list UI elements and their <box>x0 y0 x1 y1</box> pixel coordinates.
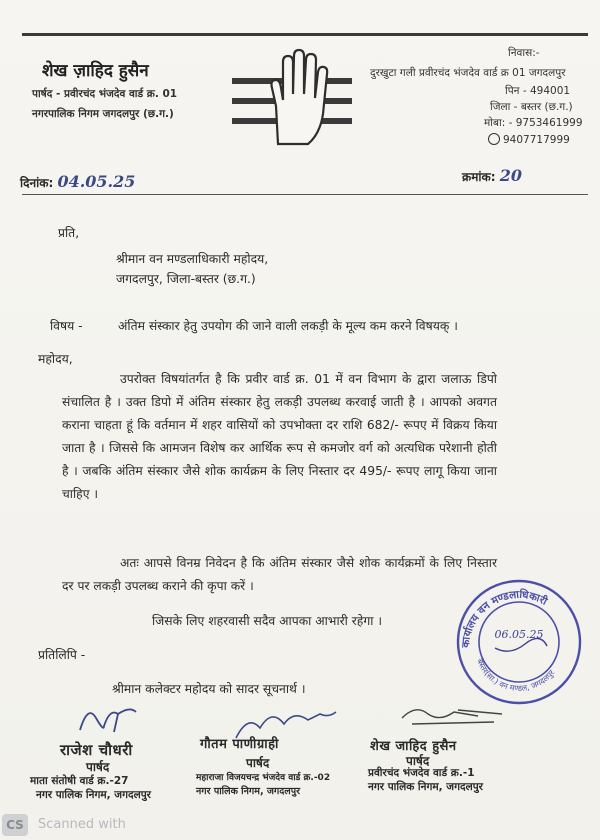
hand-icon <box>232 48 352 148</box>
whatsapp-icon <box>488 133 500 145</box>
date-value: 04.05.25 <box>57 172 136 191</box>
letterhead-designation: पार्षद - प्रवीरचंद भंजदेव वार्ड क्र. 01 <box>32 88 178 100</box>
address-label: निवास:- <box>508 47 540 59</box>
salutation: महोदय, <box>38 352 73 366</box>
signature-3-title: पार्षद <box>406 754 430 768</box>
date-label: दिनांक: <box>20 176 54 190</box>
copy-recipient: श्रीमान कलेक्टर महोदय को सादर सूचनार्थ । <box>112 682 306 696</box>
address-line-1: दुरखुटा गली प्रवीरचंद भंजदेव वार्ड क्र 01 जगदलपुर <box>370 67 566 79</box>
signature-2-municipality: नगर पालिक निगम, जगदलपुर <box>196 786 301 797</box>
signature-2-title: पार्षद <box>246 756 270 770</box>
signature-3-ward: प्रवीरचंद भंजदेव वार्ड क्र.-1 <box>368 767 475 779</box>
subject-text: अंतिम संस्कार हेतु उपयोग की जाने वाली लकड़ी के मूल्य कम करने विषयक् । <box>118 319 458 333</box>
letterhead-name: शेख ज़ाहिद हुसैन <box>42 61 149 81</box>
signature-block-1 <box>30 700 200 800</box>
body-paragraph-2: अतः आपसे विनम्र निवेदन है कि अंतिम संस्कार जैसे शोक कार्यक्रमों के लिए निस्तार दर पर लकड़ी उपलब्ध कराने की कृपा करें । <box>62 556 497 593</box>
office-stamp <box>455 578 583 706</box>
letterhead-municipality: नगरपालिक निगम जगदलपुर (छ.ग.) <box>32 108 174 120</box>
ref-value: 20 <box>499 166 522 185</box>
addressee-line-1: श्रीमान वन मण्डलाधिकारी महोदय, <box>116 252 269 266</box>
scanner-watermark <box>0 810 200 840</box>
body-paragraph-1: उपरोक्त विषयांतर्गत है कि प्रवीर वार्ड क्र. 01 में वन विभाग के द्वारा जलाऊ डिपो संचालित है । उक्त डिपो में अंतिम संस्कार हेतु लकड़ी उपलब्ध करवाई जाती है । आपको अवगत कराना चाहता हूं कि वर्तमान में शहर वासियों को उपभोक्ता दर राशि 682/- रूपए में विक्रय किया जाता है । जिससे कि आमजन विशेष कर आर्थिक रूप से कमजोर वर्ग को अत्यधिक परेशानी होती है । जबकि अंतिम संस्कार जैसे शोक कार्यक्रम के लिए निस्तार दर 495/- रूपए लागू किया जाना चाहिए । <box>62 372 497 501</box>
signature-1-municipality: नगर पालिक निगम, जगदलपुर <box>36 789 151 801</box>
signature-3-name: शेख जाहिद हुसैन <box>370 739 457 754</box>
signature-scribble-3 <box>398 700 508 730</box>
party-hand-logo <box>232 48 352 148</box>
header-top-rule <box>22 33 588 36</box>
signature-2-name: गौतम पाणीग्राही <box>200 737 279 752</box>
address-pin: पिन - 494001 <box>505 85 571 97</box>
signature-1-ward: माता संतोषी वार्ड क्र.-27 <box>30 775 129 787</box>
addressee-line-2: जगदलपुर, जिला-बस्तर (छ.ग.) <box>116 272 256 286</box>
signature-1-title: पार्षद <box>86 760 110 774</box>
date-row <box>20 172 135 191</box>
scanner-text: Scanned with <box>38 817 126 832</box>
signature-2-ward: महाराजा विजयचन्द्र भंजदेव वार्ड क्र.-02 <box>196 773 331 783</box>
signature-3-municipality: नगर पालिक निगम, जगदलपुर <box>368 781 483 793</box>
stamp-handwritten-date: 06.05.25 <box>494 628 544 641</box>
ref-label: क्रमांक: <box>462 170 496 184</box>
signature-1-name: राजेश चौधरी <box>60 741 133 759</box>
signature-scribble-1 <box>74 700 144 738</box>
subject-label: विषय - <box>50 319 83 333</box>
whatsapp-number-row <box>488 133 570 146</box>
signature-block-3 <box>368 700 548 793</box>
ref-row <box>462 166 522 185</box>
signature-block-2 <box>196 708 350 804</box>
to-label: प्रति, <box>58 226 80 240</box>
whatsapp-number: 9407717999 <box>503 134 570 146</box>
closing-line: जिसके लिए शहरवासी सदैव आपका आभारी रहेगा । <box>152 614 382 628</box>
header-bottom-rule <box>22 194 588 195</box>
address-district: जिला - बस्तर (छ.ग.) <box>490 101 573 113</box>
stamp-outer-text: कार्यालय वन मण्डलाधिकारी <box>459 588 549 649</box>
mobile-number: मोबा: - 9753461999 <box>484 117 583 129</box>
scanner-logo: CS <box>2 814 28 836</box>
stamp-bottom-text: बस्तर(सा.) वन मण्डल, जगदलपुर <box>475 657 557 693</box>
copy-label: प्रतिलिपि - <box>38 648 86 662</box>
